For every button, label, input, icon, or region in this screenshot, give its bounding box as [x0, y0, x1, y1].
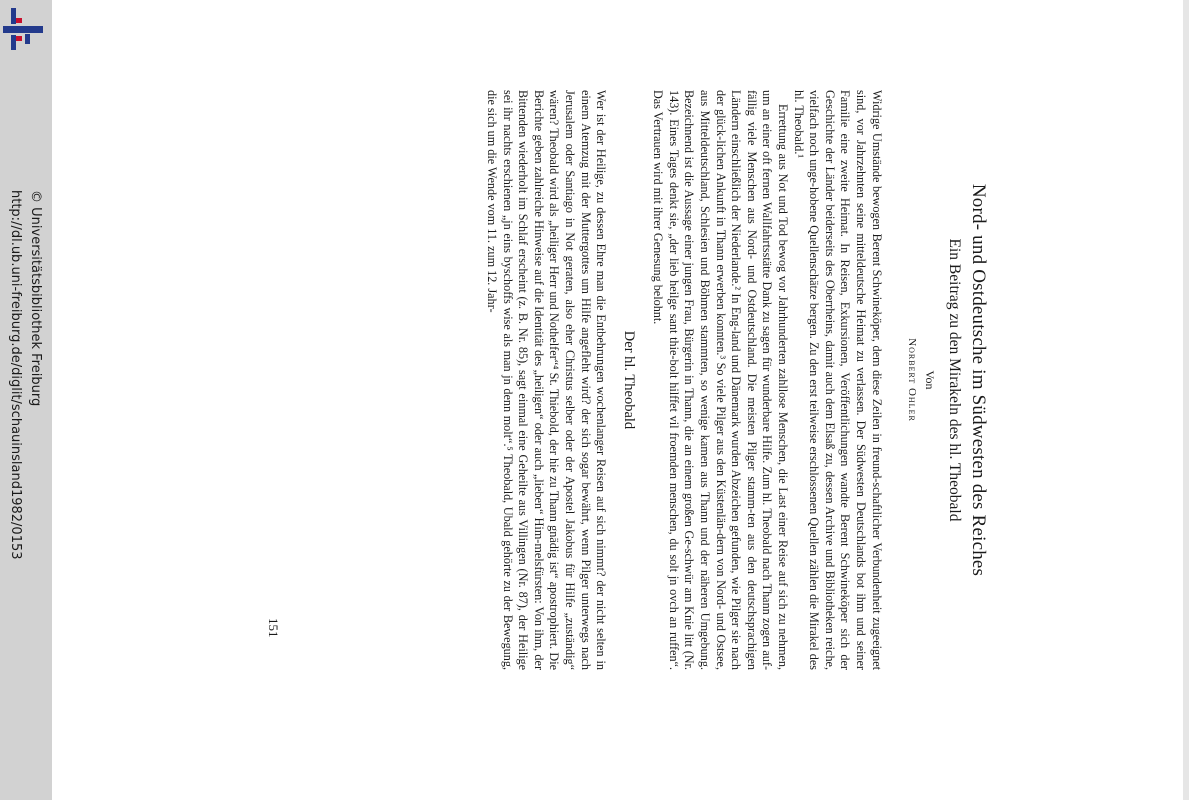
copyright-text: © Universitätsbibliothek Freiburg [28, 190, 43, 407]
ub-freiburg-logo-icon [3, 8, 43, 50]
byline-von: Von [922, 370, 937, 390]
author-name: Norbert Ohler [906, 338, 919, 422]
sidebar [0, 0, 52, 800]
paragraph: Errettung aus Not und Tod bewog vor Jahrhunderten zahllose Menschen, die Last einer Reise auf sich zu nehmen, um an einer oft fernen Wallfahrtsstätte Dank zu sagen für wunderbare Hilfe. Zum hl. Theobald nach Thann zogen auf-fällig viele Menschen aus Nord- und Ostdeutschland. Die meisten Pilger stamm-ten aus den deutschsprachigen Ländern einschließlich der Niederlande.² In Eng-land und Dänemark wurden Abzeichen gefunden, wie Pilger sie nach der glück-lichen Ankunft in Thann erwerben konnten.³ So viele Pilger aus den Küstenlän-dern von Nord- und Ostsee, aus Mitteldeutschland, Schlesien und Böhmen stammten, so wenige kamen aus Thann und der näheren Umgebung. Bezeichnend ist die Aussage einer jungen Frau, Bürgerin in Thann, die an einem großen Ge-schwür am Knie litt (Nr. 143). Eines Tages denkt sie, „der lieb heilge sant thie-bolt hilffet vil froemden menschen, du solt jn ovch an ruffen“. Das Vertrauen wird mit ihrer Genesung belohnt. [651, 90, 791, 670]
scanned-page [290, 90, 990, 670]
page-number: 151 [266, 618, 281, 638]
article-subtitle: Ein Beitrag zu den Mirakeln des hl. Theobald [946, 238, 964, 522]
article-title: Nord- und Ostdeutsche im Südwesten des Reiches [968, 183, 989, 577]
paragraph: Widrige Umstände bewogen Berent Schwineköper, dem diese Zeilen in freund-schaftlicher Verbundenheit zugeeignet sind, vor Jahrzehnten seine mitteldeutsche Heimat zu verlassen. Der Südwesten Deutschlands bot ihm und seiner Familie eine zweite Heimat. In Reisen, Exkursionen, Veröffentlichungen wandte Berent Schwineköper sich der Geschichte der Länder beiderseits des Oberrheins, damit auch dem Elsaß zu, dessen Archive und Bibliotheken reiche, vielfach noch unge-hobene Quellenschätze bergen. Zu den erst teilweise erschlossenen Quellen zählen die Mirakel des hl. Theobald.¹ [791, 90, 884, 670]
sidebar-text [6, 190, 46, 800]
section-heading: Der hl. Theobald [620, 330, 637, 430]
paragraph: Wer ist der Heilige, zu dessen Ehre man die Entbehrungen wochenlanger Reisen auf sich nimmt? der nicht selten in einem Atemzug mit der Muttergottes um Hilfe angefleht wird? der sich sogar bewährt, wenn Pilger unterwegs nach Jerusalem oder Santiago in Not geraten, also eher Christus selber oder der Apostel Jakobus für Hilfe „zuständig“ wären? Theobald wird als „heiliger Herr und Nothelfer“⁴ St. Thiebold, der hie zu Thann gnädig ist“ apostrophiert. Die Berichte geben zahlreiche Hinweise auf die Identität des „heiligen“ oder auch „lieben“ Him-melsfürsten: Von ihm, der Bittenden wiederholt im Schlaf erscheint (z. B. Nr. 85), sagt einmal eine Geheilte aus Villingen (Nr. 87), der Heilige sei ihr nachts erschienen „jn eins byschoffs wise als man jn denn molt“.⁵ Theobald, Ubald gehörte zu der Bewegung, die sich um die Wende vom 11. zum 12. Jahr- [484, 90, 609, 670]
right-scroll-strip [1183, 0, 1189, 800]
source-url[interactable]: http://dl.ub.uni-freiburg.de/diglit/schauinsland1982/0153 [8, 190, 23, 560]
